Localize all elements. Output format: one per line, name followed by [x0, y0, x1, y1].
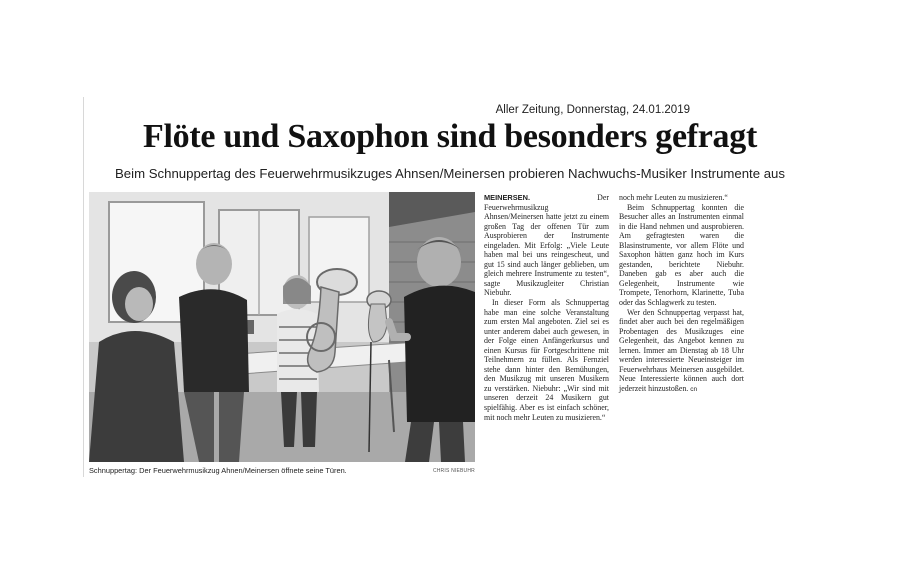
paragraph-4-text: Wer den Schnuppertag verpasst hat, findet aber auch bei den regelmäßigen Probentagen des Musikzuges eine Gelegenheit, das Angebot kennen zu lernen. Immer am Dienstag ab 18 Uhr werden interessierte Neueinsteiger im Feuerwehrhaus Meinersen ausgebildet. Neue Interessierte können auch dort jederzeit hinzustoßen.: [619, 307, 744, 393]
source-line: Aller Zeitung, Donnerstag, 24.01.2019: [495, 104, 690, 116]
article-photo: [89, 192, 475, 462]
author-initials: cn: [690, 385, 698, 393]
continuation-paragraph: noch mehr Leuten zu musizieren.“: [619, 193, 728, 202]
lead-paragraph: [484, 193, 609, 298]
paragraph-3: Beim Schnuppertag konnten die Besucher alles an Instrumenten einmal in die Hand nehmen und ausprobieren. Am gefragtesten waren die Blasinstrumente, vor allem Flöte und Saxophon hätten ganz hoch im Kurs gestanden, berichtete Niebuhr. Daneben gab es aber auch die Gelegenheit, Instrumente wie Trompete, Tenorhorn, Klarinette, Tuba oder das Schlagwerk zu testen.: [619, 202, 744, 308]
subheadline: Beim Schnuppertag des Feuerwehrmusikzuges Ahnsen/Meinersen probieren Nachwuchs-Musiker Instrumente aus: [115, 166, 785, 181]
lead-text: Der Feuerwehrmusikzug Ahnsen/Meinersen hatte jetzt zu einem großen Tag der offenen Tür zum Ausprobieren der Instrumente eingeladen. Mit Erfolg: „Viele Leute haben mal bei uns reingescheut, und gut 15 sind auch länger geblieben, um gleich mehrere Instrumente zu testen“, sagte Musikzugleiter Christian Niebuhr.: [484, 193, 609, 298]
paragraph-4: [619, 308, 744, 395]
dateline: MEINERSEN.: [484, 193, 530, 202]
text-column-1: [484, 193, 609, 486]
text-column-2: [619, 193, 744, 394]
photo-illustration: [89, 192, 475, 462]
paragraph-2: In dieser Form als Schnuppertag habe man eine solche Veranstaltung zum ersten Mal angeboten. Ziel sei es unter anderem dabei auch gewesen, in der Folge einen Anfängerkursus und einen Kursus für Fortgeschrittene mit Teilnehmern zu füllen. Als Fernziel stehe dann hinter den Bemühungen, den Musikzug mit unseren Musikern zu verstärken. Niebuhr: „Wir sind mit unseren derzeit 24 Musikern gut spielfähig. Aber es ist einfach schöner, mit noch mehr Leuten zu musizieren.“: [484, 298, 609, 422]
photo-caption: Schnuppertag: Der Feuerwehrmusikzug Ahnen/Meinersen öffnete seine Türen.: [89, 466, 347, 475]
headline: Flöte und Saxophon sind besonders gefragt: [143, 118, 757, 155]
photo-credit: CHRIS NIEBUHR: [432, 468, 475, 474]
